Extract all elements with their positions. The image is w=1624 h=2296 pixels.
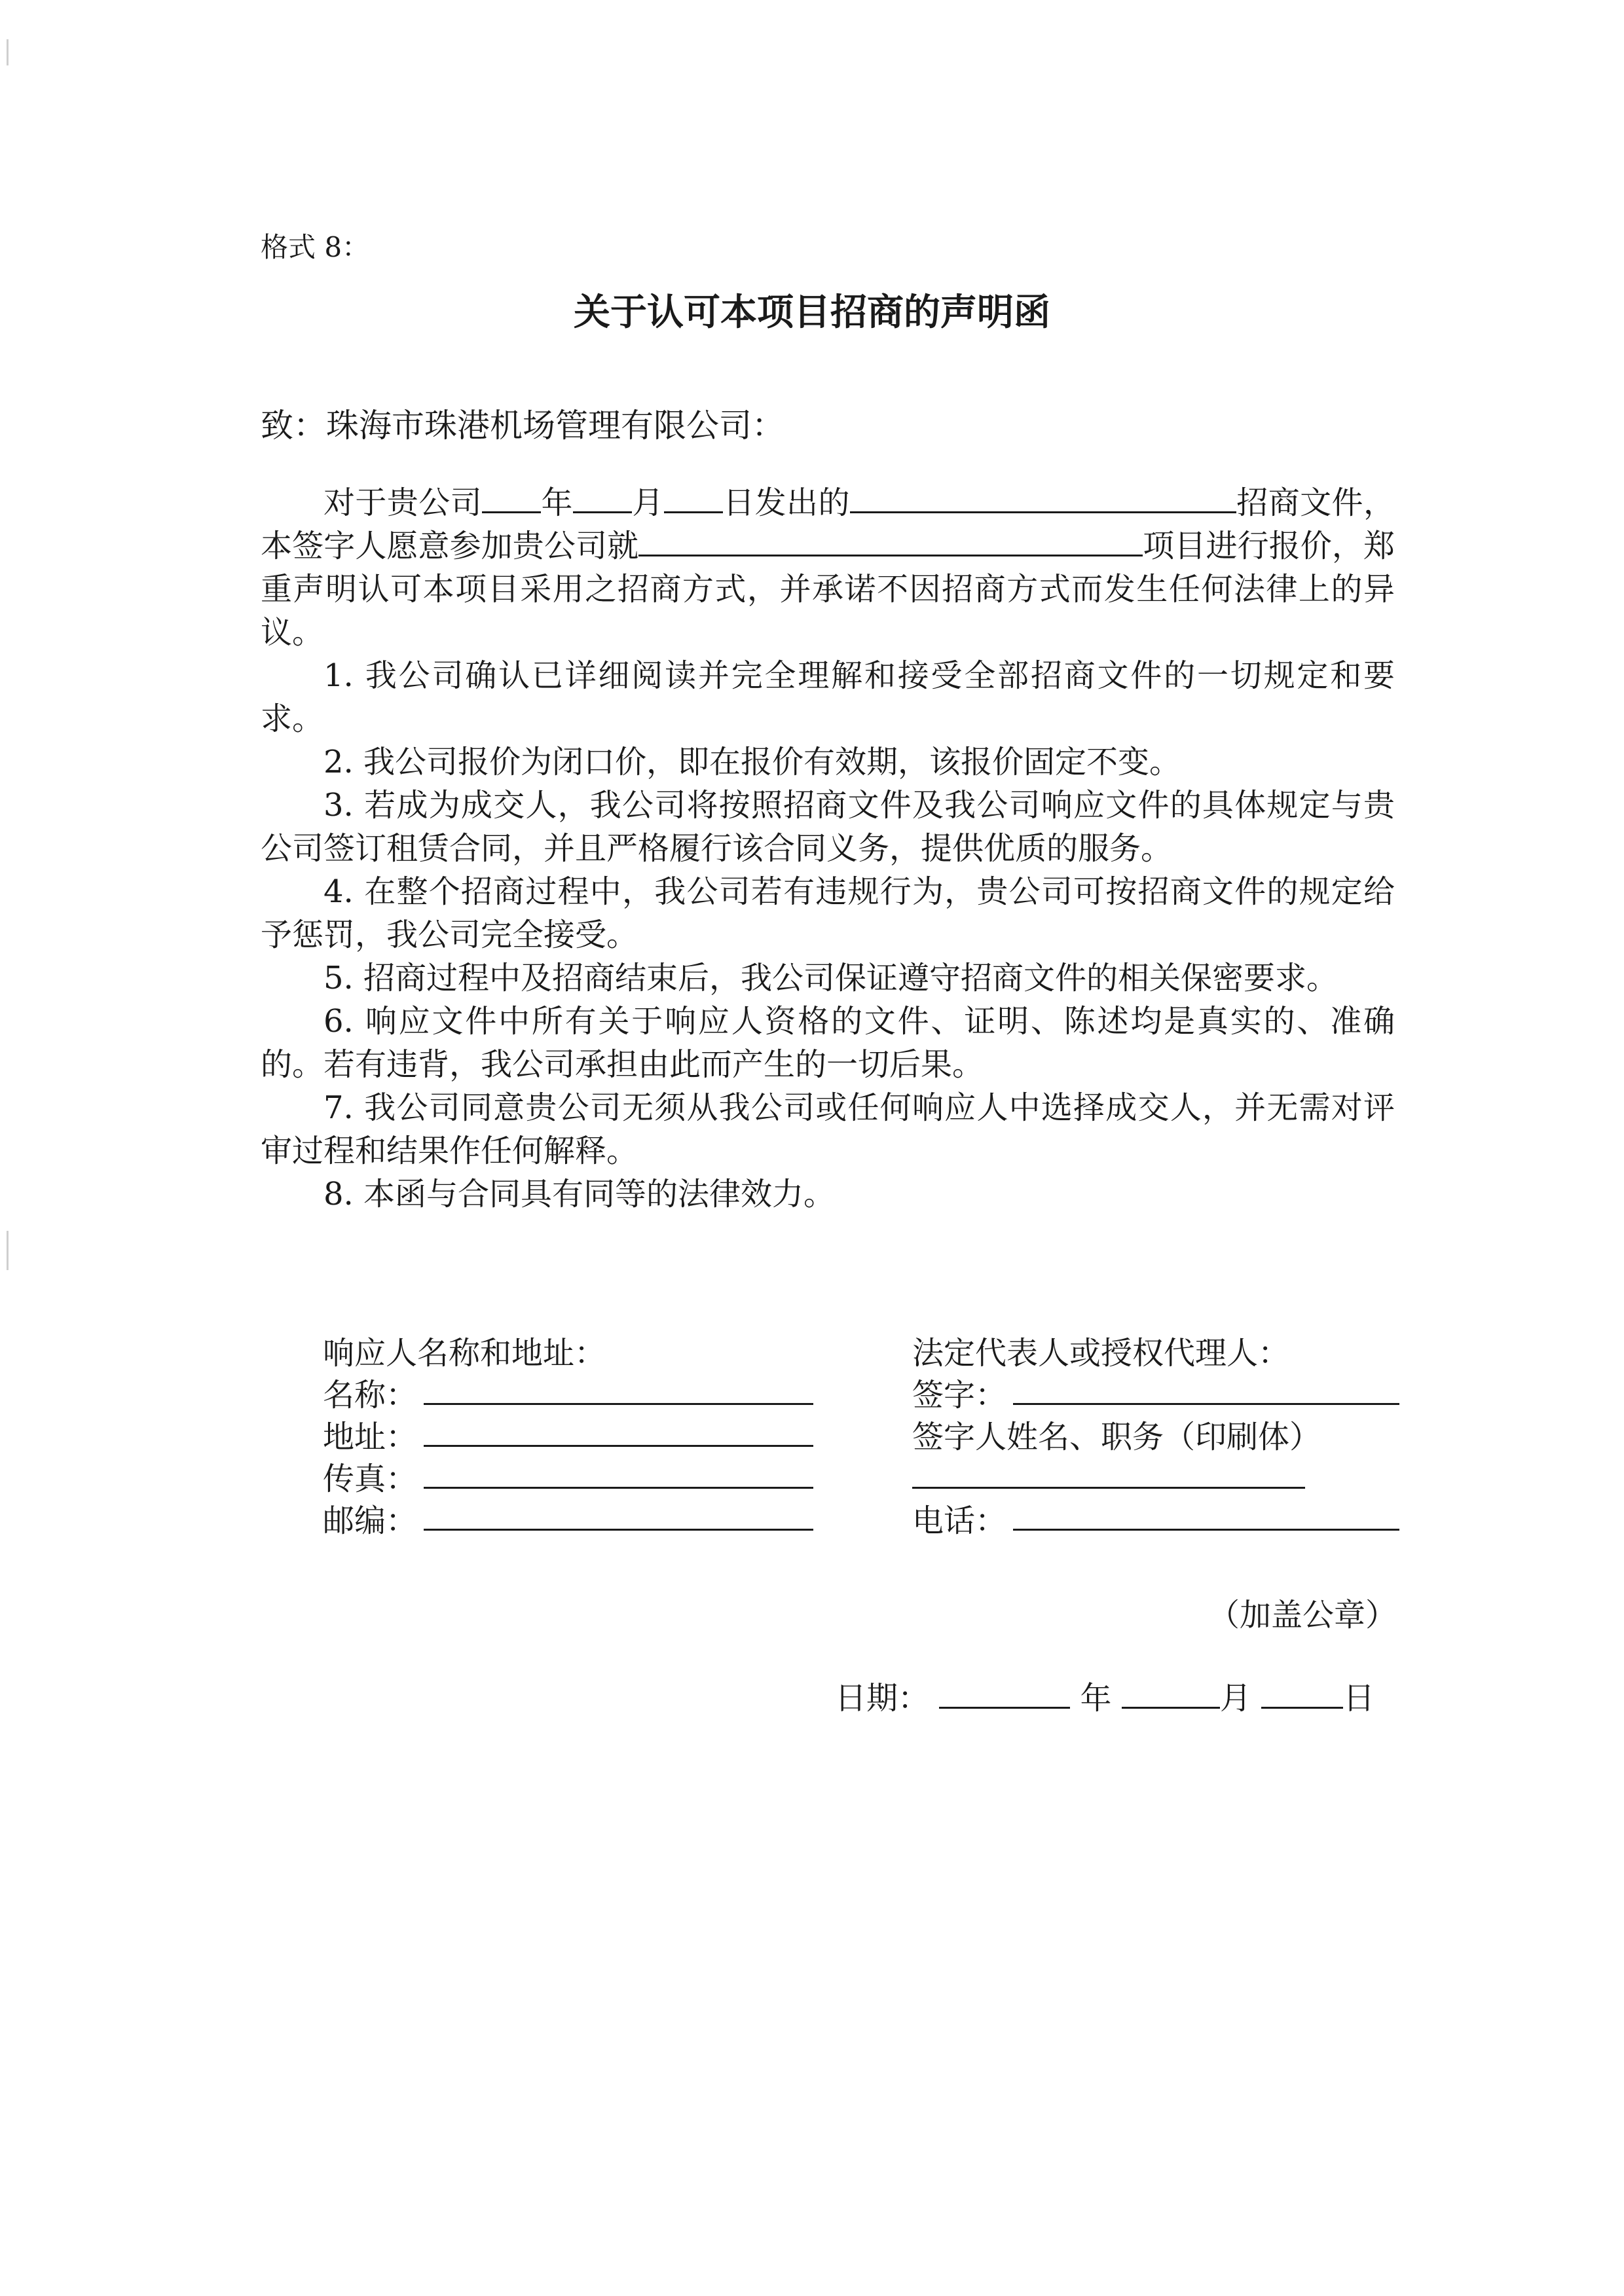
address-row xyxy=(323,1416,813,1458)
clause-5: 5. 招商过程中及招商结束后，我公司保证遵守招商文件的相关保密要求。 xyxy=(323,960,1338,996)
intro-paragraph xyxy=(261,481,1395,654)
address-field[interactable] xyxy=(424,1416,813,1447)
date-day-field[interactable] xyxy=(1261,1678,1343,1709)
date-line xyxy=(835,1673,1375,1718)
clause-6: 6. 响应文件中所有关于响应人资格的文件、证明、陈述均是真实的、准确的。若有违背，我公司承担由此而产生的一切后果。 xyxy=(261,1003,1395,1083)
phone-label: 电话： xyxy=(912,1503,1007,1539)
fax-field[interactable] xyxy=(424,1458,813,1489)
year-blank[interactable] xyxy=(482,484,541,513)
phone-row xyxy=(912,1500,1399,1542)
tender-doc-blank[interactable] xyxy=(850,484,1236,513)
fax-label: 传真： xyxy=(323,1461,418,1497)
representative-heading: 法定代表人或授权代理人： xyxy=(912,1335,1290,1372)
clause-1: 1. 我公司确认已详细阅读并完全理解和接受全部招商文件的一切规定和要求。 xyxy=(261,657,1395,737)
postcode-label: 邮编： xyxy=(323,1503,418,1539)
address-label: 地址： xyxy=(323,1419,418,1455)
recipient-line: 致：珠海市珠港机场管理有限公司： xyxy=(261,407,784,445)
date-month-field[interactable] xyxy=(1122,1678,1220,1709)
scan-edge-mark xyxy=(7,1231,9,1270)
statement-body xyxy=(261,481,1395,1216)
printed-name-field[interactable] xyxy=(912,1458,1305,1489)
clause-7: 7. 我公司同意贵公司无须从我公司或任何响应人中选择成交人，并无需对评审过程和结果作任何解释。 xyxy=(261,1089,1395,1169)
seal-note: （加盖公章） xyxy=(1208,1597,1397,1633)
printed-name-row xyxy=(912,1458,1399,1500)
name-field[interactable] xyxy=(424,1374,813,1405)
intro-text: 年 xyxy=(541,484,573,521)
day-blank[interactable] xyxy=(664,484,723,513)
clause-2: 2. 我公司报价为闭口价，即在报价有效期，该报价固定不变。 xyxy=(323,744,1181,780)
date-label: 日期： xyxy=(835,1680,930,1717)
date-month-label: 月 xyxy=(1219,1680,1251,1717)
signature-label: 签字： xyxy=(912,1377,1007,1413)
clause-8: 8. 本函与合同具有同等的法律效力。 xyxy=(323,1176,836,1212)
representative-block xyxy=(912,1332,1399,1542)
intro-text: 日发出的 xyxy=(722,484,850,521)
postcode-row xyxy=(323,1500,813,1542)
intro-text: 对于贵公司 xyxy=(323,484,483,521)
clause-3: 3. 若成为成交人，我公司将按照招商文件及我公司响应文件的具体规定与贵公司签订租赁合同，并且严格履行该合同义务，提供优质的服务。 xyxy=(261,787,1395,867)
signature-row xyxy=(912,1374,1399,1416)
respondent-heading: 响应人名称和地址： xyxy=(323,1335,606,1372)
postcode-field[interactable] xyxy=(424,1500,813,1531)
date-year-label: 年 xyxy=(1080,1680,1112,1717)
intro-text: 月 xyxy=(631,484,664,521)
date-day-label: 日 xyxy=(1343,1680,1375,1717)
scan-edge-mark xyxy=(7,39,9,65)
fax-row xyxy=(323,1458,813,1500)
respondent-block xyxy=(323,1332,813,1542)
intro-text: 招商文件，本签字人愿意参加贵公司就 xyxy=(261,484,1395,564)
name-row xyxy=(323,1374,813,1416)
clause-4: 4. 在整个招商过程中，我公司若有违规行为，贵公司可按招商文件的规定给予惩罚，我公司完全接受。 xyxy=(261,873,1395,953)
date-year-field[interactable] xyxy=(939,1678,1070,1709)
phone-field[interactable] xyxy=(1013,1500,1399,1531)
printed-name-label: 签字人姓名、职务（印刷体） xyxy=(912,1419,1321,1455)
name-label: 名称： xyxy=(323,1377,418,1413)
intro-text: 项目进行报价，郑重声明认可本项目采用之招商方式，并承诺不因招商方式而发生任何法律上的异议。 xyxy=(261,528,1395,651)
document-title: 关于认可本项目招商的声明函 xyxy=(574,291,1050,334)
signature-field[interactable] xyxy=(1013,1374,1399,1405)
month-blank[interactable] xyxy=(573,484,632,513)
format-label: 格式 8： xyxy=(261,231,370,263)
project-blank[interactable] xyxy=(638,527,1143,556)
